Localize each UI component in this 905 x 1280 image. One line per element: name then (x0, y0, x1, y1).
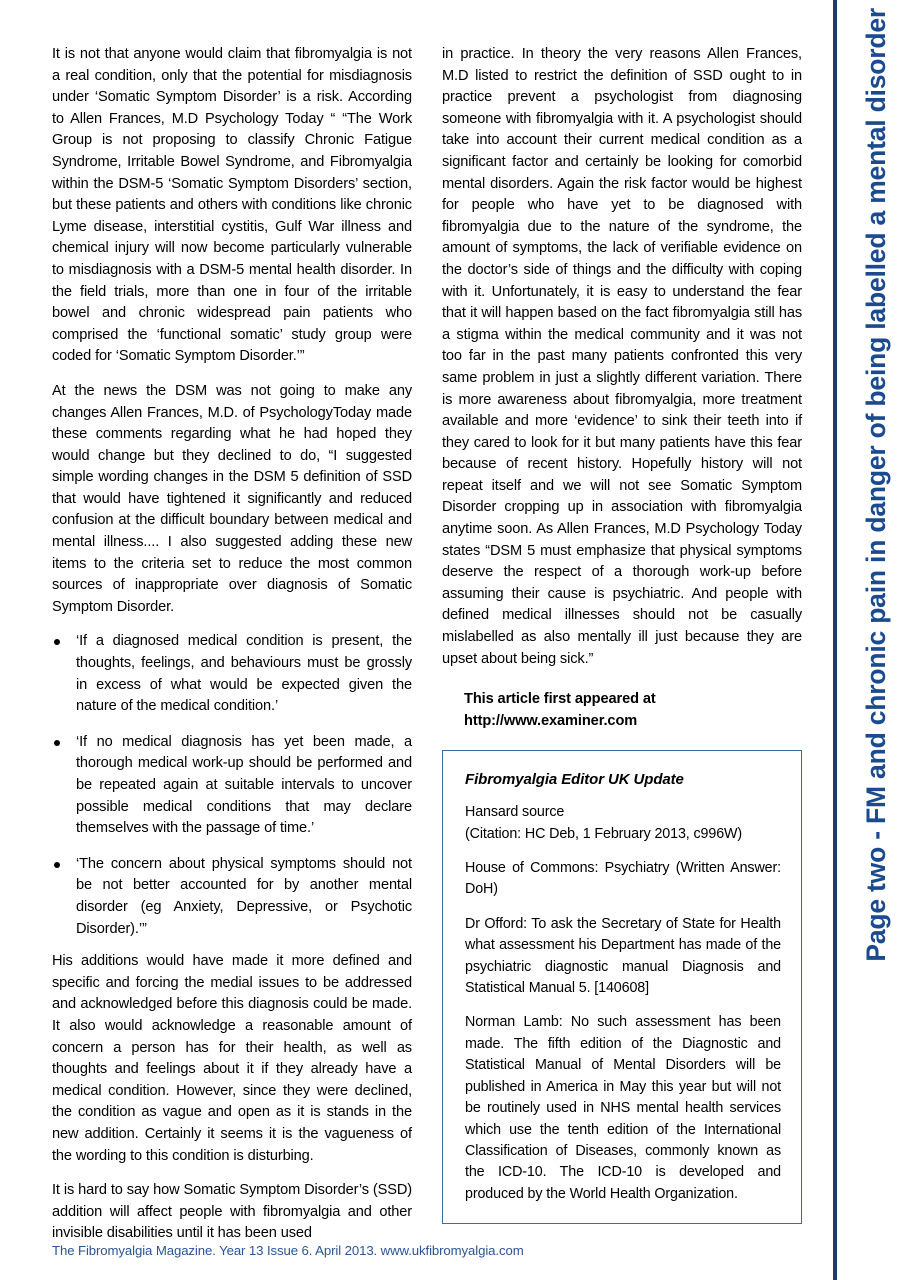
right-column (442, 44, 802, 1224)
bullet-dot-icon (54, 740, 60, 746)
list-item (52, 631, 412, 717)
list-item (52, 732, 412, 840)
bullet-dot-icon (54, 639, 60, 645)
hansard-citation: (Citation: HC Deb, 1 February 2013, c996W) (465, 825, 743, 842)
side-vertical-rule (833, 0, 837, 1280)
side-banner-text: Page two - FM and chronic pain in danger of being labelled a mental disorder (860, 8, 891, 962)
list-item (52, 854, 412, 940)
criteria-bullet-list (52, 631, 412, 940)
list-item-text: ‘If a diagnosed medical condition is present, the thoughts, feelings, and behaviours must be grossly in excess of what would be expected given the nature of the medical condition.’ (76, 633, 412, 715)
update-box-paragraph-answer: Norman Lamb: No such assessment has been made. The fifth edition of the Diagnostic and Statistical Manual of Mental Disorders will be published in America in May this year but will not be routinely used in NHS mental health services which use the tenth edition of the International Classification of Diseases, commonly known as the ICD-10. The ICD-10 is developed and produced by the World Health Organization. (465, 1014, 781, 1202)
side-banner (845, 0, 905, 1280)
list-item-text: ‘If no medical diagnosis has yet been made, a thorough medical work-up should be performed and be repeated again at suitable intervals to uncover possible medical conditions that may declare themselves with the passage of time.’ (76, 733, 412, 837)
paragraph-hard-to-say: It is hard to say how Somatic Symptom Disorder’s (SSD) addition will affect people with fibromyalgia and other invisible disabilities until it has been used (52, 1182, 412, 1242)
paragraph-dsm-news: At the news the DSM was not going to make any changes Allen Frances, M.D. of PsychologyToday made these comments regarding what he had hoped they would change but they declined to do, “I suggested simple wording changes in the DSM 5 definition of SSD that would have tightened it significantly and reduced confusion at the difficult boundary between medical and mental illness.... I also suggested adding these new items to the criteria set to reduce the most common sources of inappropriate over diagnosis of Somatic Symptom Disorder. (52, 382, 412, 615)
article-columns (52, 44, 802, 1242)
source-note-line-1: This article first appeared at (464, 691, 656, 708)
article-source-note (464, 688, 802, 732)
hansard-source-label: Hansard source (465, 804, 565, 821)
paragraph-his-additions: His additions would have made it more defined and specific and forcing the medial issues to be addressed and acknowledged before this diagnosis could be made. It also would acknowledge a reasonable amount of concern a person has for their health, as well as thoughts and feelings about it if they already have a medical condition. However, since they were declined, the condition as vague and open as it is stands in the new addition. Certainly it seems it is the vagueness of the wording to this condition is disturbing. (52, 953, 412, 1164)
source-note-url[interactable]: http://www.examiner.com (464, 713, 638, 730)
editor-update-box (442, 750, 802, 1224)
update-box-title: Fibromyalgia Editor UK Update (465, 771, 684, 789)
paragraph-in-practice: in practice. In theory the very reasons Allen Frances, M.D listed to restrict the definition of SSD ought to in practice prevent a psychologist from diagnosing someone with fibromyalgia with it. A psychologist should take into account their current medical condition as a significant factor and certainly be looking for comorbid mental disorders. Again the risk factor would be highest for people who have yet to be diagnosed with fibromyalgia due to the nature of the syndrome, the amount of symptoms, the lack of verifiable evidence on the doctor’s side of things and the difficulty with coping with it. Unfortunately, it is easy to understand the fear that it will happen based on the fact fibromyalgia still has a stigma within the medical community and it was not too far in the past many patients confronted this very same problem in just a slightly different variation. There is more awareness about fibromyalgia, more treatment available and more ‘evidence’ to sink their teeth into if they cared to look for it but many patients have this fear because of recent history. Hopefully history will not repeat itself and we will not see Somatic Symptom Disorder cropping up in association with fibromyalgia anytime soon. As Allen Frances, M.D Psychology Today states “DSM 5 must emphasize that physical symptoms deserve the respect of a thorough work-up before assuming their cause is psychiatric. And people with defined medical illnesses should not be casually mislabelled as also mentally ill just because they are upset about being sick.” (442, 46, 802, 667)
update-box-paragraph-commons: House of Commons: Psychiatry (Written Answer: DoH) (465, 860, 781, 898)
bullet-dot-icon (54, 862, 60, 868)
paragraph-intro: It is not that anyone would claim that fibromyalgia is not a real condition, only that the potential for misdiagnosis under ‘Somatic Symptom Disorder’ is a risk. According to Allen Frances, M.D Psychology Today “ “The Work Group is not proposing to classify Chronic Fatigue Syndrome, Irritable Bowel Syndrome, and Fibromyalgia within the DSM-5 ‘Somatic Symptom Disorders’ section, but these patients and others with conditions like chronic Lyme disease, interstitial cystitis, Gulf War illness and chemical injury will now become particularly vulnerable to misdiagnosis with a DSM-5 mental health disorder. In the field trials, more than one in four of the irritable bowel and chronic widespread pain patients who comprised the ‘functional somatic’ study group were coded for ‘Somatic Symptom Disorder.’” (52, 46, 412, 365)
page-footer: The Fibromyalgia Magazine. Year 13 Issue 6. April 2013. www.ukfibromyalgia.com (52, 1243, 524, 1258)
left-column (52, 44, 412, 1245)
update-box-paragraph-question: Dr Offord: To ask the Secretary of State for Health what assessment his Department has made of the psychiatric diagnostic manual Diagnosis and Statistical Manual 5. [140608] (465, 915, 781, 997)
list-item-text: ‘The concern about physical symptoms should not be not better accounted for by another mental disorder (eg Anxiety, Depressive, or Psychotic Disorder).’” (76, 855, 412, 937)
update-box-hansard-source (465, 802, 781, 845)
